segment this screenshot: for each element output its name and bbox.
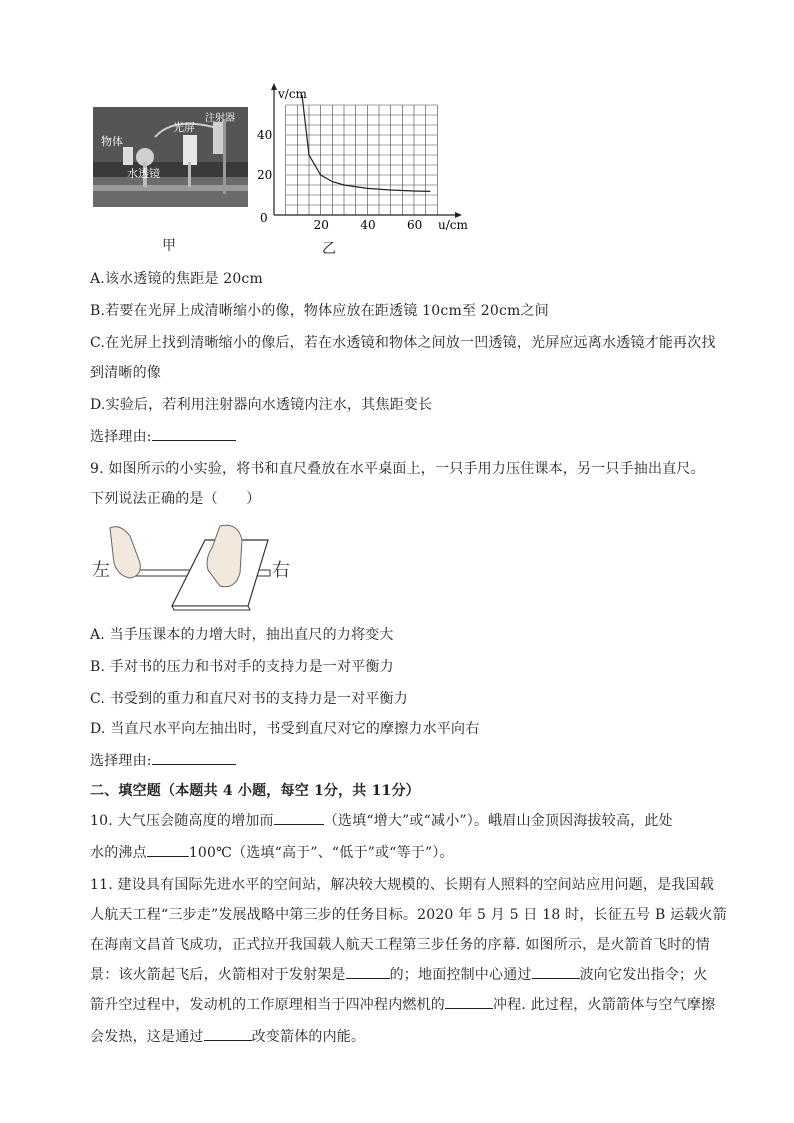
curve-series xyxy=(302,95,430,191)
q11-line5 xyxy=(90,996,715,1014)
x-tick-label: 60 xyxy=(407,218,423,232)
caption-jia: 甲 xyxy=(162,238,176,254)
q8-reason-label: 选择理由: xyxy=(90,429,152,445)
right-label: 右 xyxy=(272,560,290,581)
q11-line4-text-c: 波向它发出指令；火 xyxy=(579,967,708,983)
q8-option-c-line1: C.在光屏上找到清晰缩小的像后，若在水透镜和物体之间放一凹透镜，光屏应远离水透镜才能再次找 xyxy=(90,335,716,351)
q11-line6 xyxy=(90,1028,365,1046)
q10-line2-text-a: 水的沸点 xyxy=(90,845,147,861)
q11-line4-text-b: 的；地面控制中心通过 xyxy=(389,967,532,983)
y-tick-label: 20 xyxy=(257,168,273,182)
y-axis-label: v/cm xyxy=(278,87,307,101)
q11-line5-text-a: 箭升空过程中，发动机的工作原理相当于四冲程内燃机的 xyxy=(90,997,445,1013)
q11-line5-text-b: 冲程. 此过程，火箭箭体与空气摩擦 xyxy=(493,997,716,1013)
q10-line1-text-a: 10. 大气压会随高度的增加而 xyxy=(90,813,274,829)
q11-line4-text-a: 景：该火箭起飞后，火箭相对于发射架是 xyxy=(90,967,346,983)
lens-experiment-photo xyxy=(93,107,248,207)
q8-option-d: D.实验后，若利用注射器向水透镜内注水，其焦距变长 xyxy=(90,397,433,413)
x-tick-label: 20 xyxy=(313,218,329,232)
left-label: 左 xyxy=(92,560,110,581)
q11-line3: 在海南文昌首飞成功，正式拉开我国载人航天工程第三步任务的序幕. 如图所示，是火箭首飞时的情 xyxy=(90,937,710,953)
caption-yi: 乙 xyxy=(322,241,336,257)
q9-reason-label: 选择理由: xyxy=(90,753,152,769)
x-axis-label: u/cm xyxy=(438,218,468,232)
q8-reason-blank[interactable] xyxy=(152,428,236,441)
q11-line6-text-a: 会发热，这是通过 xyxy=(90,1029,204,1045)
q9-reason-blank[interactable] xyxy=(152,752,236,765)
q8-reason-line xyxy=(90,428,236,446)
label-lens: 水透镜 xyxy=(127,167,160,180)
q9-option-c: C. 书受到的重力和直尺对书的支持力是一对平衡力 xyxy=(90,691,408,707)
image-distance-object-distance-graph xyxy=(250,82,480,232)
q11-blank-2[interactable] xyxy=(532,966,580,979)
q9-reason-line xyxy=(90,752,236,770)
q9-stem-line1: 9. 如图所示的小实验，将书和直尺叠放在水平桌面上，一只手用力压住课本，另一只手抽出直尺。 xyxy=(90,461,705,477)
x-tick-label: 40 xyxy=(360,218,376,232)
q11-line2: 人航天工程“三步走”发展战略中第三步的任务目标。2020 年 5 月 5 日 18 时，长征五号 B 运载火箭 xyxy=(90,907,727,923)
q11-blank-1[interactable] xyxy=(346,966,390,979)
q11-line6-text-b: 改变箭体的内能。 xyxy=(251,1029,366,1045)
q9-option-b: B. 手对书的压力和书对手的支持力是一对平衡力 xyxy=(90,659,394,675)
q10-line1-text-b: （选填“增大”或“减小”）。峨眉山金顶因海拔较高，此处 xyxy=(323,813,673,829)
q11-blank-4[interactable] xyxy=(204,1028,252,1041)
q11-line1: 11. 建设具有国际先进水平的空间站，解决较大规模的、长期有人照料的空间站应用问题，是我国载 xyxy=(90,877,714,893)
q8-option-a: A.该水透镜的焦距是 20cm xyxy=(90,271,263,287)
q9-option-d: D. 当直尺水平向左抽出时，书受到直尺对它的摩擦力水平向右 xyxy=(90,721,480,737)
q8-option-c-line2: 到清晰的像 xyxy=(90,365,161,381)
label-object: 物体 xyxy=(101,135,123,148)
q10-blank-1[interactable] xyxy=(274,812,324,825)
q10-line2-text-b: 100℃（选填“高于”、“低于”或“等于”）。 xyxy=(188,845,454,861)
label-syringe: 注射器 xyxy=(205,113,235,124)
q11-blank-3[interactable] xyxy=(445,996,493,1009)
q9-option-a: A. 当手压课本的力增大时，抽出直尺的力将变大 xyxy=(90,627,394,643)
q11-line4 xyxy=(90,966,707,984)
label-screen: 光屏 xyxy=(173,121,195,134)
q10-blank-2[interactable] xyxy=(147,844,189,857)
q9-stem-line2: 下列说法正确的是（ ） xyxy=(90,491,261,507)
q10-line1 xyxy=(90,812,673,830)
x-tick-label: 0 xyxy=(260,211,268,225)
section-2-title: 二、填空题（本题共 4 小题，每空 1分，共 11分） xyxy=(90,783,420,799)
q8-option-b: B.若要在光屏上成清晰缩小的像，物体应放在距透镜 10cm至 20cm之间 xyxy=(90,303,549,319)
y-tick-label: 40 xyxy=(257,128,273,142)
q10-line2 xyxy=(90,844,454,862)
